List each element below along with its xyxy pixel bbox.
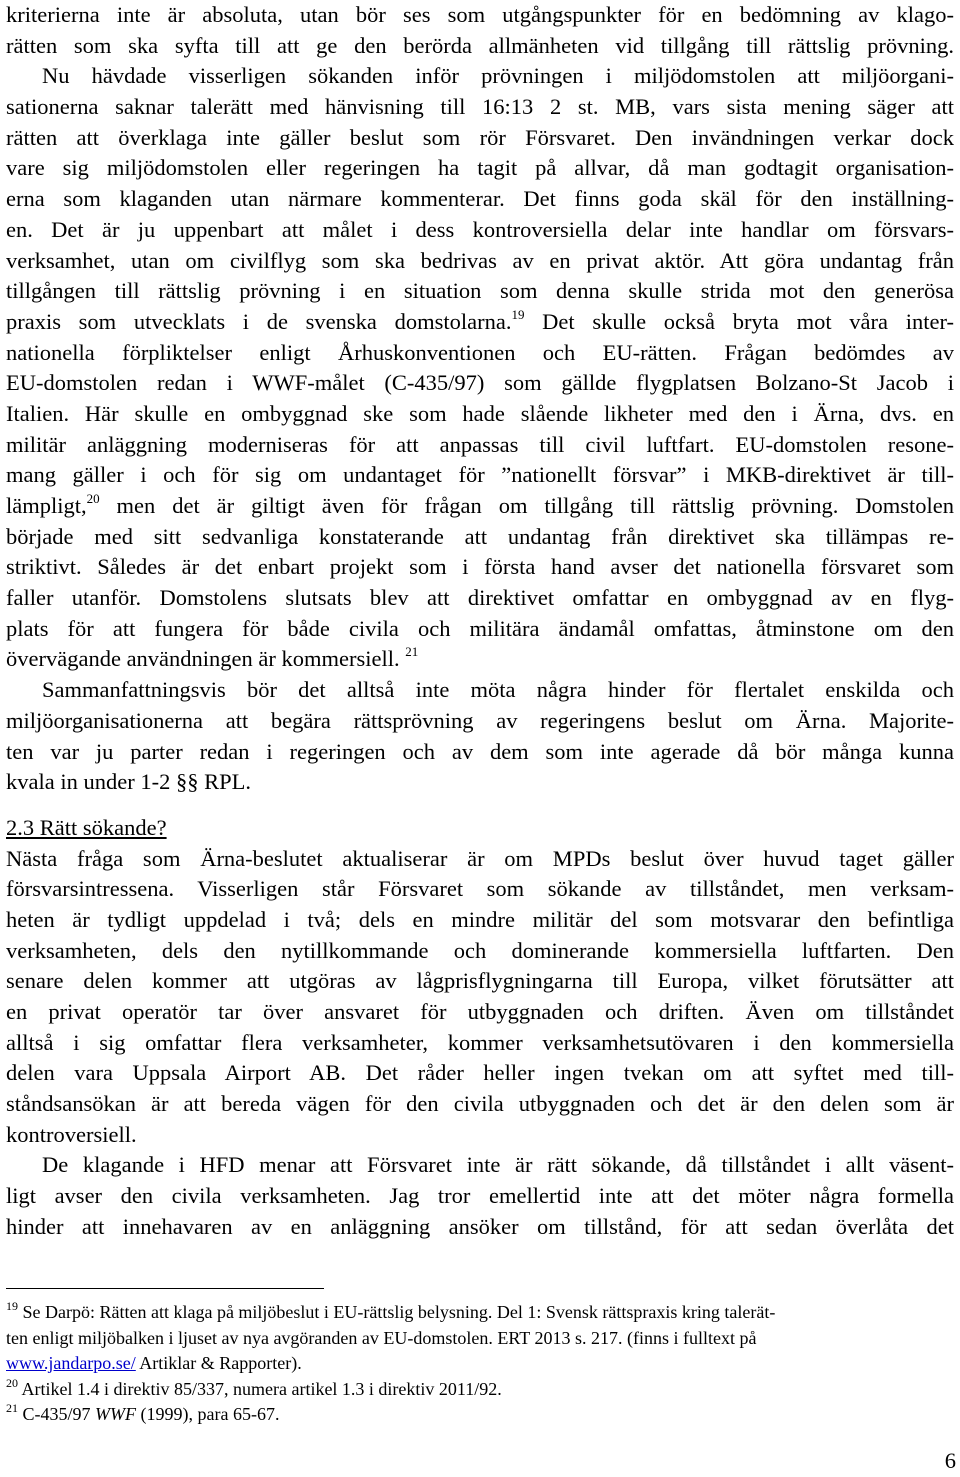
- text-line: en. Det är ju uppenbart att målet i dess kontroversiella delar inte handlar om försvars-: [6, 216, 954, 242]
- paragraph-4: [6, 1150, 954, 1242]
- text-line: vare sig miljödomstolen eller regeringen ha tagit på allvar, då man godtagit organisation-: [6, 155, 954, 181]
- text-line: nationella förpliktelser enligt Århuskonventionen och EU-rätten. Frågan bedömdes av: [6, 339, 954, 365]
- text-line: hinder att innehavaren av en anläggning ansöker om tillstånd, för att sedan överlåta det: [6, 1213, 954, 1239]
- text-line: en privat operatör tar över ansvaret för utbyggnaden och driften. Även om tillståndet: [6, 999, 954, 1024]
- footnote-ref-21[interactable]: 21: [405, 644, 419, 660]
- text-line: senare delen kommer att utgöras av lågprisflygningarna till Europa, vilket förutsätter att: [6, 968, 954, 994]
- footnote-text: C-435/97: [18, 1404, 96, 1424]
- text-segment: övervägande användningen är kommersiell.: [6, 646, 400, 672]
- footnote-number: 20: [6, 1375, 18, 1390]
- text-line: [6, 644, 954, 675]
- footnotes: [6, 1300, 930, 1428]
- text-line: Italien. Här skulle en ombyggnad ske som hade slående likheter med den i Ärna, dvs. en: [6, 400, 954, 426]
- text-line: mang gäller i och för sig om undantaget för ”nationellt försvar” i MKB-direktivet är till-: [6, 462, 954, 488]
- footnote-ref-19[interactable]: 19: [511, 306, 525, 322]
- text-line: erna som klaganden utan närmare kommenterar. Det finns goda skäl för den inställning-: [6, 186, 954, 212]
- footnote-number: 19: [6, 1299, 18, 1313]
- text-line: alltså i sig omfattar flera verksamheter, kommer verksamhetsutövaren i den kommersiella: [6, 1029, 954, 1055]
- text-line: kontroversiell.: [6, 1121, 137, 1147]
- text-line: började med sitt sedvanliga konstaterande att undantag från direktivet ska tillämpas re-: [6, 523, 954, 549]
- paragraph-3: [6, 844, 954, 1151]
- text-line: De klagande i HFD menar att Försvaret inte är rätt sökande, då tillståndet i allt väsent-: [42, 1152, 954, 1178]
- text-line: [6, 307, 954, 338]
- footnote-link[interactable]: www.jandarpo.se/: [6, 1353, 136, 1373]
- text-line: faller utanför. Domstolens slutsats blev att direktivet omfattar en ombyggnad av en flyg-: [6, 585, 954, 611]
- text-line: Nästa fråga som Ärna-beslutet aktualiserar är om MPDs beslut över huvud taget gäller: [6, 845, 954, 871]
- footnote-text: Artiklar & Rapporter).: [135, 1353, 302, 1373]
- footnote-19-line: [6, 1351, 930, 1377]
- text-segment: Det skulle också bryta mot våra inter-: [524, 308, 954, 334]
- text-line: verksamheten, dels den nytillkommande och dominerande kommersiella luftfarten. Den: [6, 937, 954, 963]
- text-line: ten var ju parter redan i regeringen och av dem som inte agerade då bör många kunna: [6, 738, 954, 764]
- text-line: ståndsansökan är att bereda vägen för den civila utbyggnaden och det är den delen som är: [6, 1091, 954, 1117]
- text-line: rätten att överklaga inte gäller beslut som rör Försvaret. Den invändningen verkar dock: [6, 124, 954, 150]
- page-number: 6: [944, 1448, 956, 1473]
- text-line: kvala in under 1-2 §§ RPL.: [6, 769, 251, 795]
- paragraph-2: [6, 675, 954, 798]
- text-segment: men det är giltigt även för frågan om tillgång till rättslig prövning. Domstolen: [99, 493, 954, 518]
- text-line: Nu hävdade visserligen sökanden inför prövningen i miljödomstolen att miljöorgani-: [42, 63, 954, 89]
- text-line: ligt avser den civila verksamheten. Jag tror emellertid inte att det möter några formella: [6, 1183, 954, 1209]
- footnote-text: Se Darpö: Rätten att klaga på miljöbeslut i EU-rättslig belysning. Del 1: Svensk rättspraxis kring talerät-: [18, 1302, 776, 1322]
- footnote-text: Artikel 1.4 i direktiv 85/337, numera artikel 1.3 i direktiv 2011/92.: [18, 1378, 502, 1399]
- text-line: plats för att fungera för både civila och militära ändamål omfattas, åtminstone om den: [6, 615, 954, 641]
- text-line: militär anläggning moderniseras för att anpassas till civil luftfart. EU-domstolen resone-: [6, 431, 954, 457]
- text-line: rätten som ska syfta till att ge den berörda allmänheten vid tillgång till rättslig prövning.: [6, 32, 954, 58]
- footnote-ref-20[interactable]: 20: [86, 491, 100, 506]
- text-line: sationerna saknar talerätt med hänvisning till 16:13 2 st. MB, vars sista mening säger att: [6, 94, 954, 120]
- text-line: miljöorganisationerna att begära rättsprövning av regeringens beslut om Ärna. Majorite-: [6, 707, 954, 733]
- text-segment: lämpligt,: [6, 493, 87, 518]
- paragraph-1: [6, 0, 954, 675]
- text-line: kriterierna inte är absoluta, utan bör ses som utgångspunkter för en bedömning av klago-: [6, 2, 954, 27]
- text-line: försvarsintressena. Visserligen står Försvaret som sökande av tillståndet, men verksam-: [6, 876, 954, 902]
- text-line: striktivt. Således är det enbart projekt som i första hand avser det nationella försvaret som: [6, 554, 954, 580]
- text-line: heten är tydligt uppdelad i två; dels en mindre militär del som motsvarar den befintliga: [6, 906, 954, 932]
- footnote-text: (1999), para 65-67.: [136, 1404, 280, 1424]
- footnote-italic: WWF: [95, 1404, 136, 1424]
- footnote-19-line: ten enligt miljöbalken i ljuset av nya avgöranden av EU-domstolen. ERT 2013 s. 217. (finns i fulltext på: [6, 1327, 757, 1348]
- text-line: [6, 491, 954, 522]
- footnote-divider: [6, 1288, 324, 1289]
- text-line: Sammanfattningsvis bör det alltså inte möta några hinder för flertalet enskilda och: [42, 677, 954, 703]
- footnote-19-line: [6, 1300, 930, 1326]
- footnote-20-line: [6, 1377, 930, 1403]
- footnote-number: 21: [6, 1401, 18, 1415]
- text-line: tillgången till rättslig prövning i en situation som denna skulle strida mot den generösa: [6, 278, 954, 304]
- text-segment: praxis som utvecklats i de svenska domstolarna.: [6, 308, 512, 334]
- text-line: EU-domstolen redan i WWF-målet (C-435/97) som gällde flygplatsen Bolzano-St Jacob i: [6, 370, 954, 396]
- section-heading: 2.3 Rätt sökande?: [6, 814, 167, 840]
- footnote-21-line: [6, 1402, 930, 1428]
- text-line: delen vara Uppsala Airport AB. Det råder heller ingen tvekan om att syftet med till-: [6, 1060, 954, 1086]
- document-body: [6, 0, 954, 1243]
- text-line: verksamhet, utan om civilflyg som ska bedrivas av en privat aktör. Att göra undantag från: [6, 247, 954, 273]
